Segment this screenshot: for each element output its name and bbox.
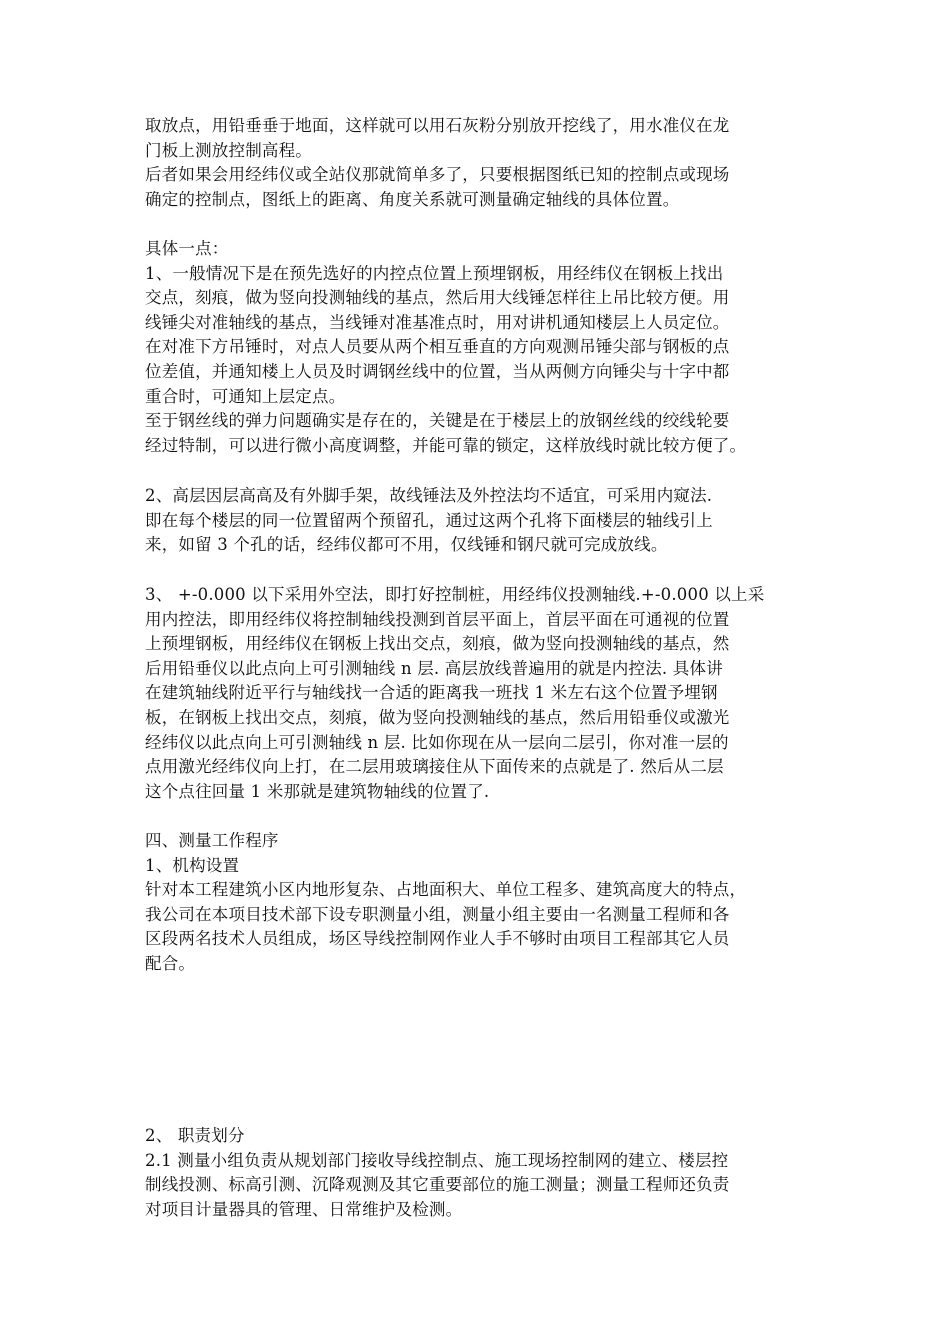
text-line: 在对准下方吊锤时，对点人员要从两个相互垂直的方向观测吊锤尖部与钢板的点 <box>145 337 730 357</box>
text-line: 后用铅垂仪以此点向上可引测轴线 n 层. 高层放线普遍用的就是内控法. 具体讲 <box>145 658 723 678</box>
text-line: 配合。 <box>145 953 196 973</box>
text-line: 2、高层因层高高及有外脚手架，故线锤法及外控法均不适宜，可采用内窥法. <box>145 486 713 505</box>
text-line: 门板上测放控制高程。 <box>145 140 312 160</box>
text-line: 上预埋钢板，用经纬仪在钢板上找出交点，刻痕，做为竖向投测轴线的基点，然 <box>145 634 730 654</box>
section-measurement-procedure <box>145 829 817 977</box>
text-line: 交点，刻痕，做为竖向投测轴线的基点，然后用大线锤怎样往上吊比较方便。用 <box>145 288 730 308</box>
subsection-heading: 2、 职责划分 <box>145 1126 245 1145</box>
text-line: 至于钢丝线的弹力问题确实是存在的，关键是在于楼层上的放钢丝线的绞线轮要 <box>145 411 730 431</box>
text-line: 重合时，可通知上层定点。 <box>145 386 346 406</box>
text-line: 针对本工程建筑小区内地形复杂、占地面积大、单位工程多、建筑高度大的特点， <box>145 880 747 900</box>
text-line: 取放点，用铅垂垂于地面，这样就可以用石灰粉分别放开挖线了，用水准仪在龙 <box>145 116 730 135</box>
text-line: 这个点往回量 1 米那就是建筑物轴线的位置了. <box>145 781 490 801</box>
paragraph-setting-out-methods <box>145 114 817 212</box>
text-line: 对项目计量器具的管理、日常维护及检测。 <box>145 1199 463 1219</box>
text-line: 我公司在本项目技术部下设专职测量小组，测量小组主要由一名测量工程师和各 <box>145 904 730 924</box>
text-line: 点用激光经纬仪向上打，在二层用玻璃接住从下面传来的点就是了. 然后从二层 <box>145 757 724 777</box>
text-line: 区段两名技术人员组成，场区导线控制网作业人手不够时由项目工程部其它人员 <box>145 929 730 949</box>
text-line: 用内控法，即用经纬仪将控制轴线投测到首层平面上，首层平面在可通视的位置 <box>145 609 730 629</box>
text-line: 板，在钢板上找出交点，刻痕，做为竖向投测轴线的基点，然后用铅垂仪或激光 <box>145 707 730 727</box>
text-line: 线锤尖对准轴线的基点，当线锤对准基准点时，用对讲机通知楼层上人员定位。 <box>145 312 730 332</box>
paragraph-point-2 <box>145 484 817 558</box>
text-line: 即在每个楼层的同一位置留两个预留孔，通过这两个孔将下面楼层的轴线引上 <box>145 510 713 530</box>
paragraph-specific-point-1 <box>145 237 817 458</box>
text-line: 3、 +-0.000 以下采用外空法，即打好控制桩，用经纬仪投测轴线.+-0.000 以上采 <box>145 585 765 604</box>
subsection-heading: 1、机构设置 <box>145 855 240 875</box>
text-line: 2.1 测量小组负责从规划部门接收导线控制点、施工现场控制网的建立、楼层控 <box>145 1150 729 1170</box>
section-responsibilities <box>145 1124 817 1222</box>
text-line: 经过特制，可以进行微小高度调整，并能可靠的锁定，这样放线时就比较方便了。 <box>145 435 747 455</box>
text-line: 具体一点： <box>145 239 229 258</box>
text-line: 在建筑轴线附近平行与轴线找一合适的距离我一班找 1 米左右这个位置予埋钢 <box>145 683 718 703</box>
text-line: 经纬仪以此点向上可引测轴线 n 层. 比如你现在从一层向二层引，你对准一层的 <box>145 732 729 752</box>
section-heading: 四、测量工作程序 <box>145 831 279 850</box>
text-line: 1、一般情况下是在预先选好的内控点位置上预埋钢板，用经纬仪在钢板上找出 <box>145 263 724 283</box>
text-line: 制线投测、标高引测、沉降观测及其它重要部位的施工测量；测量工程师还负责 <box>145 1175 730 1195</box>
paragraph-point-3 <box>145 583 817 804</box>
text-line: 确定的控制点，图纸上的距离、角度关系就可测量确定轴线的具体位置。 <box>145 189 680 209</box>
text-line: 来，如留 3 个孔的话，经纬仪都可不用，仅线锤和钢尺就可完成放线。 <box>145 535 668 555</box>
text-line: 位差值，并通知楼上人员及时调钢丝线中的位置，当从两侧方向锤尖与十字中都 <box>145 361 730 381</box>
text-line: 后者如果会用经纬仪或全站仪那就简单多了，只要根据图纸已知的控制点或现场 <box>145 165 730 185</box>
